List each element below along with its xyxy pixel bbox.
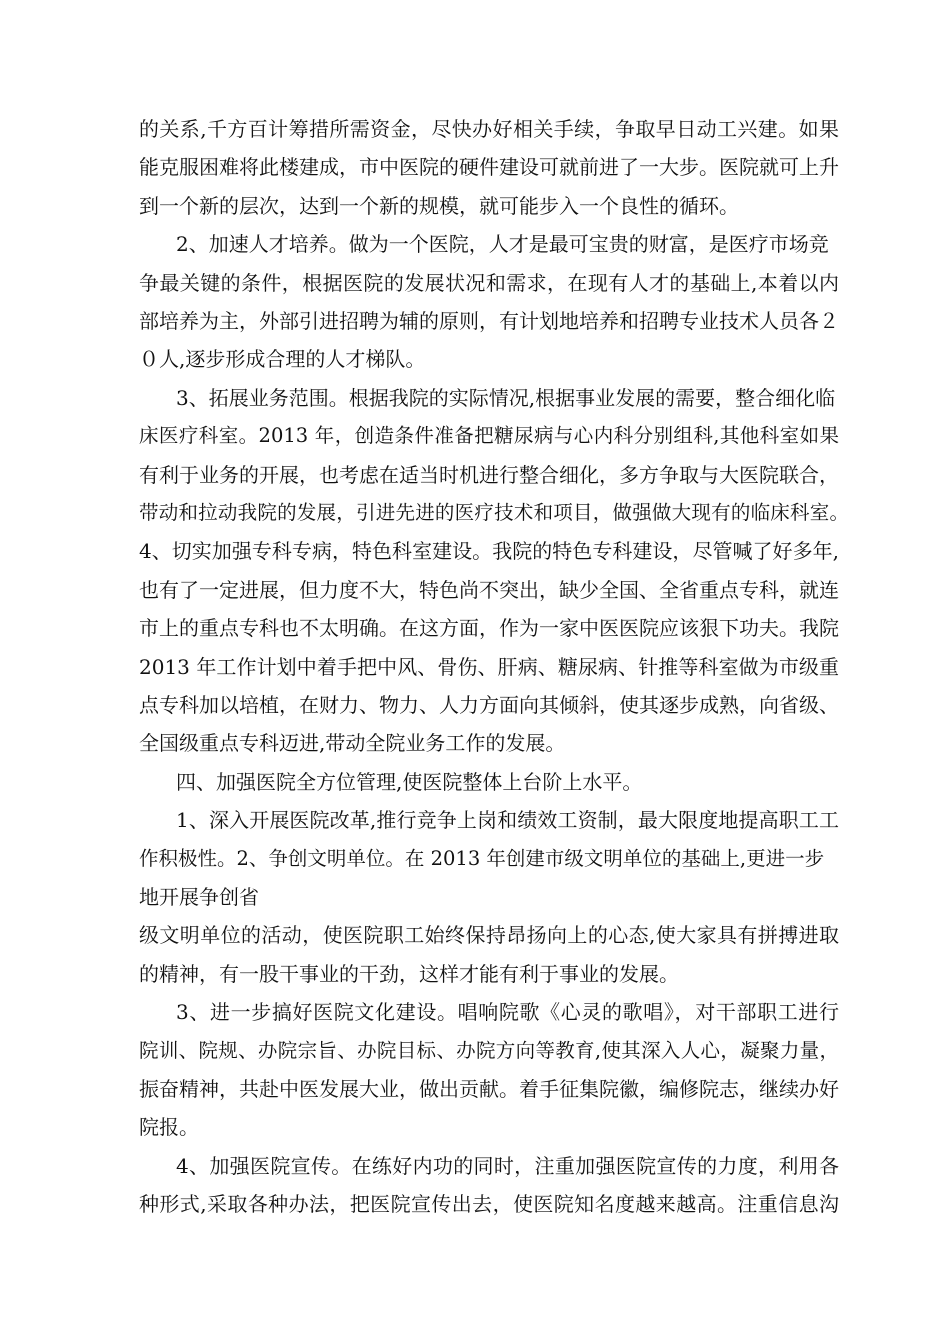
text-line: 点专科加以培植，在财力、物力、人力方面向其倾斜，使其逐步成熟，向省级、 bbox=[139, 693, 839, 717]
text-line: 作积极性。2、争创文明单位。在 2013 年创建市级文明单位的基础上,更进一步 bbox=[139, 847, 825, 870]
text-line: 也有了一定进展，但力度不大，特色尚不突出，缺少全国、全省重点专科，就连 bbox=[139, 578, 839, 602]
text-line: 全国级重点专科迈进,带动全院业务工作的发展。 bbox=[139, 731, 566, 755]
text-line: 级文明单位的活动，使医院职工始终保持昂扬向上的心态,使大家具有拼搏进取 bbox=[139, 923, 839, 947]
paragraph-first-line: 3、进一步搞好医院文化建设。唱响院歌《心灵的歌唱》，对干部职工进行 bbox=[176, 1000, 839, 1024]
text-line: 到一个新的层次，达到一个新的规模，就可能步入一个良性的循环。 bbox=[139, 194, 739, 218]
text-line: 的关系,千方百计筹措所需资金，尽快办好相关手续，争取早日动工兴建。如果 bbox=[139, 117, 839, 141]
paragraph-first-line: 4、加强医院宣传。在练好内功的同时，注重加强医院宣传的力度，利用各 bbox=[176, 1154, 839, 1178]
text-line: 种形式,采取各种办法，把医院宣传出去，使医院知名度越来越高。注重信息沟 bbox=[139, 1192, 839, 1216]
text-line: 院报。 bbox=[139, 1115, 199, 1139]
paragraph-first-line: 4、切实加强专科专病，特色科室建设。我院的特色专科建设，尽管喊了好多年, bbox=[139, 539, 839, 563]
paragraph-first-line: 3、拓展业务范围。根据我院的实际情况,根据事业发展的需要，整合细化临 bbox=[176, 386, 836, 410]
text-line: 有利于业务的开展，也考虑在适当时机进行整合细化，多方争取与大医院联合， bbox=[139, 463, 839, 487]
text-line: 院训、院规、办院宗旨、办院目标、办院方向等教育,使其深入人心，凝聚力量， bbox=[139, 1039, 839, 1062]
paragraph-first-line: 2、加速人才培养。做为一个医院，人才是最可宝贵的财富，是医疗市场竞 bbox=[176, 232, 829, 256]
text-line: 床医疗科室。2013 年，创造条件准备把糖尿病与心内科分别组科,其他科室如果 bbox=[139, 424, 839, 447]
text-line: 市上的重点专科也不太明确。在这方面，作为一家中医医院应该狠下功夫。我院 bbox=[139, 616, 839, 640]
text-line: 地开展争创省 bbox=[139, 885, 259, 909]
text-line: 带动和拉动我院的发展，引进先进的医疗技术和项目，做强做大现有的临床科室。 bbox=[139, 501, 849, 524]
text-line: 能克服困难将此楼建成，市中医院的硬件建设可就前进了一大步。医院就可上升 bbox=[139, 155, 839, 179]
text-line: 部培养为主，外部引进招聘为辅的原则，有计划地培养和招聘专业技术人员各２ bbox=[139, 309, 839, 333]
text-line: ０人,逐步形成合理的人才梯队。 bbox=[139, 347, 426, 371]
text-line: 的精神，有一股干事业的干劲，这样才能有利于事业的发展。 bbox=[139, 962, 679, 986]
text-line: 振奋精神，共赴中医发展大业，做出贡献。着手征集院徽，编修院志，继续办好 bbox=[139, 1077, 839, 1101]
text-line: 争最关键的条件，根据医院的发展状况和需求，在现有人才的基础上,本着以内 bbox=[139, 271, 839, 295]
text-line: 2013 年工作计划中着手把中风、骨伤、肝病、糖尿病、针推等科室做为市级重 bbox=[139, 655, 839, 679]
paragraph-first-line: 1、深入开展医院改革,推行竞争上岗和绩效工资制，最大限度地提高职工工 bbox=[176, 808, 839, 832]
section-heading: 四、加强医院全方位管理,使医院整体上台阶上水平。 bbox=[176, 770, 643, 794]
